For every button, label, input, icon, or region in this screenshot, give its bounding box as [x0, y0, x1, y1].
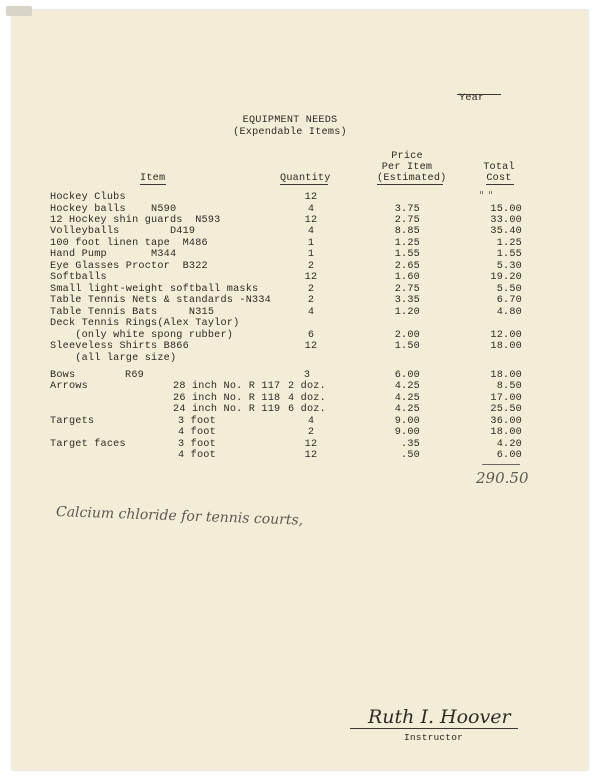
- price-header-1: Price: [391, 151, 423, 162]
- quantity-header-underline: [280, 184, 328, 185]
- table-row-total: 18.00: [490, 341, 522, 352]
- archery-row-size: 4 foot: [178, 427, 216, 438]
- table-row-price: 1.20: [394, 307, 420, 318]
- table-row-item: Small light-weight softball masks: [50, 284, 259, 295]
- price-header-2: Per Item: [381, 162, 433, 173]
- table-row-item: Sleeveless Shirts B866: [50, 341, 189, 352]
- archery-row-item: Bows: [50, 370, 76, 381]
- table-row-total: 5.30: [496, 261, 522, 272]
- handwritten-note: Calcium chloride for tennis courts,: [55, 504, 304, 529]
- table-row-total: 33.00: [490, 215, 522, 226]
- table-row-item: (only white spong rubber): [50, 330, 234, 341]
- archery-row-total: 18.00: [490, 370, 522, 381]
- table-row-qty: 12: [304, 192, 318, 203]
- archery-row-price: 6.00: [394, 370, 420, 381]
- table-row-price: 2.75: [394, 284, 420, 295]
- table-row-item: Table Tennis Nets & standards -N334: [50, 295, 271, 306]
- table-row-qty: 4: [307, 226, 315, 237]
- table-row-item: 12 Hockey shin guards N593: [50, 215, 221, 226]
- table-row-total: 12.00: [490, 330, 522, 341]
- item-header-underline: [140, 184, 166, 185]
- table-row-total: 5.50: [496, 284, 522, 295]
- table-row-item: Hockey balls N590: [50, 204, 177, 215]
- archery-row-size: 3 foot: [178, 416, 216, 427]
- table-row-total: 15.00: [490, 204, 522, 215]
- price-header-underline: [377, 184, 443, 185]
- year-label: Year: [459, 93, 485, 104]
- archery-row-total: 17.00: [490, 393, 522, 404]
- archery-row-total: 8.50: [496, 381, 522, 392]
- table-row-total: 1.25: [496, 238, 522, 249]
- table-row-price: 8.85: [394, 226, 420, 237]
- archery-row-price: 9.00: [394, 427, 420, 438]
- archery-row-item: Arrows: [50, 381, 88, 392]
- quantity-header: Quantity: [280, 173, 331, 184]
- total-header-2: Cost: [486, 173, 512, 184]
- document-subtitle: (Expendable Items): [233, 127, 347, 138]
- table-row-qty: 12: [304, 215, 318, 226]
- archery-row-price: 4.25: [394, 381, 420, 392]
- archery-row-code: R69: [125, 370, 144, 381]
- archery-row-item: Targets: [50, 416, 95, 427]
- table-row-qty: 2: [307, 284, 315, 295]
- archery-row-size: 4 foot: [178, 450, 216, 461]
- archery-row-size: 24 inch No. R 119: [173, 404, 281, 415]
- handwritten-grand-total: 290.50: [476, 469, 529, 487]
- document-title: EQUIPMENT NEEDS: [242, 115, 338, 126]
- paper-clip-mark: [6, 6, 32, 16]
- table-row-total: " ": [479, 189, 494, 202]
- total-rule: [482, 464, 520, 465]
- table-row-item: Deck Tennis Rings(Alex Taylor): [50, 318, 240, 329]
- table-row-total: 1.55: [496, 249, 522, 260]
- table-row-item: Eye Glasses Proctor B322: [50, 261, 208, 272]
- archery-row-price: 4.25: [394, 393, 420, 404]
- table-row-price: 1.55: [394, 249, 420, 260]
- total-header-1: Total: [483, 162, 515, 173]
- table-row-price: 3.75: [394, 204, 420, 215]
- price-header-3: (Estimated): [377, 173, 447, 184]
- archery-row-total: 6.00: [496, 450, 522, 461]
- archery-row-total: 4.20: [496, 439, 522, 450]
- table-row-qty: 1: [307, 249, 315, 260]
- table-row-item: Softballs: [50, 272, 107, 283]
- document-page: [12, 10, 588, 770]
- archery-row-price: .50: [401, 450, 420, 461]
- table-row-qty: 2: [307, 295, 315, 306]
- archery-row-qty: 6 doz.: [288, 404, 326, 415]
- table-row-item: Hand Pump M344: [50, 249, 177, 260]
- archery-row-qty: 2: [307, 427, 315, 438]
- table-row-total: 4.80: [496, 307, 522, 318]
- table-row-qty: 12: [304, 272, 318, 283]
- table-row-item: 100 foot linen tape M486: [50, 238, 208, 249]
- table-row-qty: 6: [307, 330, 315, 341]
- archery-row-qty: 3: [303, 370, 311, 381]
- archery-row-item: Target faces: [50, 439, 126, 450]
- archery-row-total: 18.00: [490, 427, 522, 438]
- archery-row-qty: 2 doz.: [288, 381, 326, 392]
- signature-line: [350, 728, 518, 729]
- archery-row-total: 25.50: [490, 404, 522, 415]
- archery-row-price: 9.00: [394, 416, 420, 427]
- table-row-price: 1.25: [394, 238, 420, 249]
- table-row-qty: 4: [307, 204, 315, 215]
- handwritten-signature: Ruth I. Hoover: [368, 706, 511, 728]
- archery-row-qty: 12: [304, 439, 318, 450]
- table-row-price: 2.75: [394, 215, 420, 226]
- table-row-price: 2.65: [394, 261, 420, 272]
- instructor-label: Instructor: [404, 732, 464, 743]
- archery-row-size: 28 inch No. R 117: [173, 381, 281, 392]
- table-row-qty: 2: [307, 261, 315, 272]
- table-row-qty: 1: [307, 238, 315, 249]
- table-row-price: 1.50: [394, 341, 420, 352]
- total-header-underline: [486, 184, 514, 185]
- archery-row-size: 3 foot: [178, 439, 216, 450]
- archery-row-size: 26 inch No. R 118: [173, 393, 281, 404]
- table-row-price: 1.60: [394, 272, 420, 283]
- table-row-item: (all large size): [50, 353, 177, 364]
- table-row-item: Table Tennis Bats N315: [50, 307, 215, 318]
- archery-row-qty: 4 doz.: [288, 393, 326, 404]
- table-row-price: 3.35: [394, 295, 420, 306]
- archery-row-total: 36.00: [490, 416, 522, 427]
- table-row-item: Volleyballs D419: [50, 226, 196, 237]
- archery-row-price: 4.25: [394, 404, 420, 415]
- table-row-qty: 12: [304, 341, 318, 352]
- table-row-qty: 4: [307, 307, 315, 318]
- archery-row-qty: 4: [307, 416, 315, 427]
- table-row-total: 35.40: [490, 226, 522, 237]
- table-row-total: 19.20: [490, 272, 522, 283]
- item-header: Item: [140, 173, 166, 184]
- year-line: [457, 94, 501, 95]
- archery-row-qty: 12: [304, 450, 318, 461]
- table-row-total: 6.70: [496, 295, 522, 306]
- table-row-price: 2.00: [394, 330, 420, 341]
- archery-row-price: .35: [401, 439, 420, 450]
- table-row-item: Hockey Clubs: [50, 192, 126, 203]
